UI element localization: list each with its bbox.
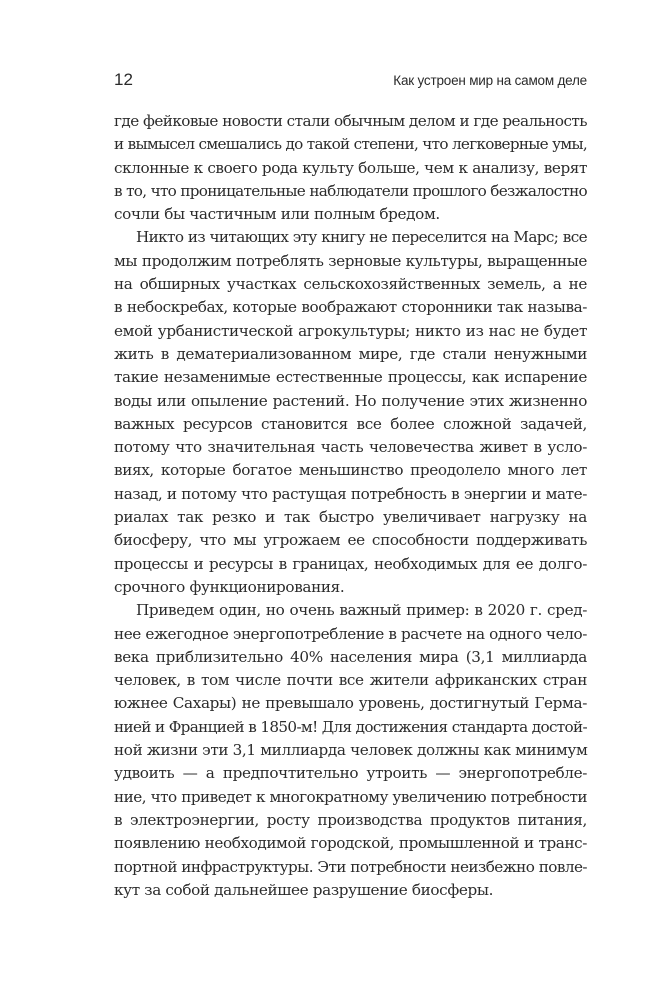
text-line: где фейковые новости стали обычным делом и где реальность: [114, 112, 587, 130]
text-line: емой урбанистической агрокультуры; никто из нас не будет: [114, 321, 587, 340]
text-line: биосферу, что мы угрожаем ее способности поддерживать: [114, 531, 587, 550]
text-line: воды или опыление растений. Но получение этих жизненно: [114, 391, 587, 410]
text-line: человек, в том числе почти все жители африканских стран: [114, 671, 587, 690]
text-line: ние, что приведет к многократному увеличению потребности: [114, 787, 587, 806]
text-line: Приведем один, но очень важный пример: в 2020 г. сред-: [136, 601, 587, 620]
text-line: срочного функционирования.: [114, 577, 345, 596]
text-line: сочли бы частичным или полным бредом.: [114, 205, 440, 224]
text-line: такие незаменимые естественные процессы, как испарение: [114, 368, 587, 387]
text-line: ной жизни эти 3,1 миллиарда человек должны как минимум: [114, 741, 588, 760]
page-number: 12: [114, 70, 133, 89]
text-line: риалах так резко и так быстро увеличивает нагрузку на: [114, 508, 587, 527]
text-line: жить в дематериализованном мире, где стали ненужными: [114, 344, 587, 363]
body-text: [114, 110, 587, 902]
text-line: назад, и потому что растущая потребность в энергии и мате-: [114, 484, 587, 503]
text-line: процессы и ресурсы в границах, необходимых для ее долго-: [114, 554, 587, 573]
running-title: Как устроен мир на самом деле: [393, 73, 587, 88]
book-page: [114, 70, 587, 902]
text-line: южнее Сахары) не превышало уровень, достигнутый Герма-: [114, 694, 587, 713]
text-line: Никто из читающих эту книгу не переселится на Марс; все: [136, 228, 587, 247]
text-line: появлению необходимой городской, промышленной и транс-: [114, 834, 587, 853]
paragraph: [114, 110, 587, 226]
text-line: на обширных участках сельскохозяйственных земель, а не: [114, 275, 587, 294]
text-line: века приблизительно 40% населения мира (3,1 миллиарда: [114, 647, 587, 666]
text-line: важных ресурсов становится все более сложной задачей,: [114, 414, 587, 433]
text-line: виях, которые богатое меньшинство преодолело много лет: [114, 461, 587, 480]
text-line: нее ежегодное энергопотребление в расчете на одного чело-: [114, 624, 587, 643]
text-line: в электроэнергии, росту производства продуктов питания,: [114, 810, 587, 829]
text-line: склонные к своего рода культу больше, чем к анализу, верят: [114, 158, 587, 177]
text-line: потому что значительная часть человечества живет в усло-: [114, 438, 587, 457]
text-line: и вымысел смешались до такой степени, что легковерные умы,: [114, 135, 587, 154]
text-line: кут за собой дальнейшее разрушение биосферы.: [114, 880, 494, 899]
text-line: в то, что проницательные наблюдатели прошлого безжалостно: [114, 181, 587, 200]
running-head: [114, 70, 587, 94]
text-line: в небоскребах, которые воображают сторонники так называ-: [114, 298, 587, 317]
text-line: мы продолжим потреблять зерновые культуры, выращенные: [114, 251, 587, 270]
text-line: нией и Францией в 1850-м! Для достижения стандарта достой-: [114, 717, 587, 736]
text-line: удвоить — а предпочтительно утроить — энергопотребле-: [114, 764, 587, 783]
text-line: портной инфраструктуры. Эти потребности неизбежно повле-: [114, 857, 587, 876]
paragraph: [114, 226, 587, 599]
paragraph: [114, 599, 587, 902]
